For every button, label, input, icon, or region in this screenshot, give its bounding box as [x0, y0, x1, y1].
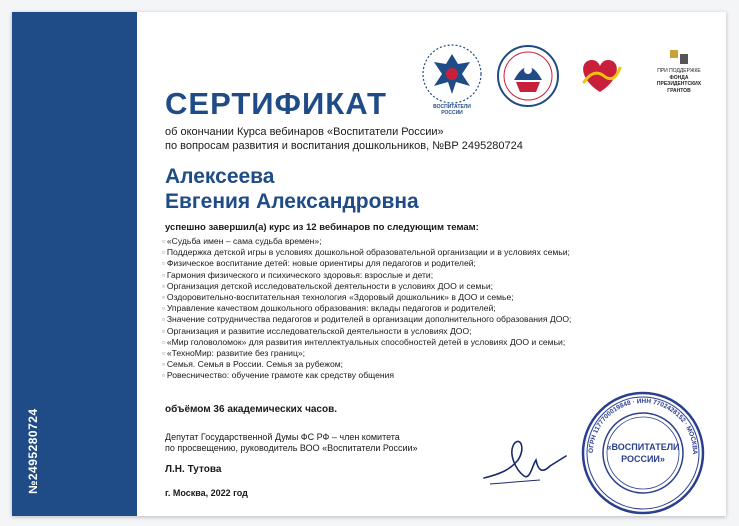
course-volume: объёмом 36 академических часов. [165, 404, 338, 415]
handwritten-signature [480, 430, 570, 495]
logo1-caption: ВОСПИТАТЕЛИ РОССИИ [433, 104, 471, 116]
certificate-sheet [12, 12, 726, 516]
topic-item: ▫ Оздоровительно-воспитательная технология «Здоровый дошкольник» в ДОО и семье; [162, 292, 571, 303]
topic-item: ▫ Организация детской исследовательской деятельности в условиях ДОО и семьи; [162, 281, 571, 292]
topics-list [162, 236, 571, 382]
grants-line1: ПРИ ПОДДЕРЖКЕ [657, 68, 701, 74]
grants-line2: ФОНДА [669, 74, 689, 81]
stamp-ring-text: ОГРН 1177700019848 · ИНН 7702428152 · МОСКВА [587, 397, 699, 455]
signer-position [165, 432, 418, 454]
topic-item: ▫ Семья. Семья в России. Семья за рубежом; [162, 359, 571, 370]
signer-line-2: по просвещению, руководитель ВОО «Воспитатели России» [165, 443, 418, 453]
grants-line4: ГРАНТОВ [667, 87, 691, 94]
signer-line-1: Депутат Государственной Думы ФС РФ – член комитета [165, 432, 400, 442]
completion-statement: успешно завершил(а) курс из 12 вебинаров по следующим темам: [165, 222, 479, 233]
subtitle-line-1: об окончании Курса вебинаров «Воспитатели России» [165, 126, 444, 138]
topic-item: ▫ Физическое воспитание детей: новые ориентиры для педагогов и родителей; [162, 258, 571, 269]
round-emblem-logo [496, 44, 560, 108]
city-year: г. Москва, 2022 год [165, 488, 248, 498]
side-band [12, 12, 137, 516]
presidential-grants-logo [644, 48, 714, 94]
organization-stamp [578, 388, 708, 516]
topic-item: ▫ Организация и развитие исследовательской деятельности в условиях ДОО; [162, 326, 571, 337]
topic-item: ▫ Управление качеством дошкольного образования: вклады педагогов и родителей; [162, 303, 571, 314]
recipient-name [165, 164, 419, 214]
partner-logos [404, 38, 714, 128]
stamp-center-line-2: РОССИИ» [621, 454, 665, 464]
topic-item: ▫ «ТехноМир: развитие без границ»; [162, 348, 571, 359]
stamp-center-line-1: «ВОСПИТАТЕЛИ [606, 442, 680, 452]
topic-item: ▫ Поддержка детской игры в условиях дошкольной образовательной организации и в условиях семьи; [162, 247, 571, 258]
recipient-surname: Алексеева [165, 165, 275, 188]
topic-item: ▫ Значение сотрудничества педагогов и родителей в организации дополнительного образования ДОО; [162, 314, 571, 325]
grants-line3: ПРЕЗИДЕНТСКИХ [656, 81, 702, 87]
vospitateli-rossii-logo [420, 42, 484, 120]
side-certificate-number: №2495280724 [26, 408, 40, 494]
heart-script-logo [574, 54, 626, 96]
topic-item: ▫ «Мир головоломок» для развития интеллектуальных способностей детей в условиях ДОО и семьи; [162, 337, 571, 348]
subtitle-line-2: по вопросам развития и воспитания дошкольников, №ВР 2495280724 [165, 140, 523, 152]
certificate-subtitle [165, 125, 523, 153]
certificate-title: СЕРТИФИКАТ [165, 86, 387, 121]
topic-item: ▫ «Судьба имен – сама судьба времен»; [162, 236, 571, 247]
recipient-given-names: Евгения Александровна [165, 190, 419, 213]
topic-item: ▫ Гармония физического и психического здоровья: взрослые и дети; [162, 270, 571, 281]
signer-name: Л.Н. Тутова [165, 464, 222, 475]
topic-item: ▫ Ровесничество: обучение грамоте как средству общения [162, 370, 571, 381]
